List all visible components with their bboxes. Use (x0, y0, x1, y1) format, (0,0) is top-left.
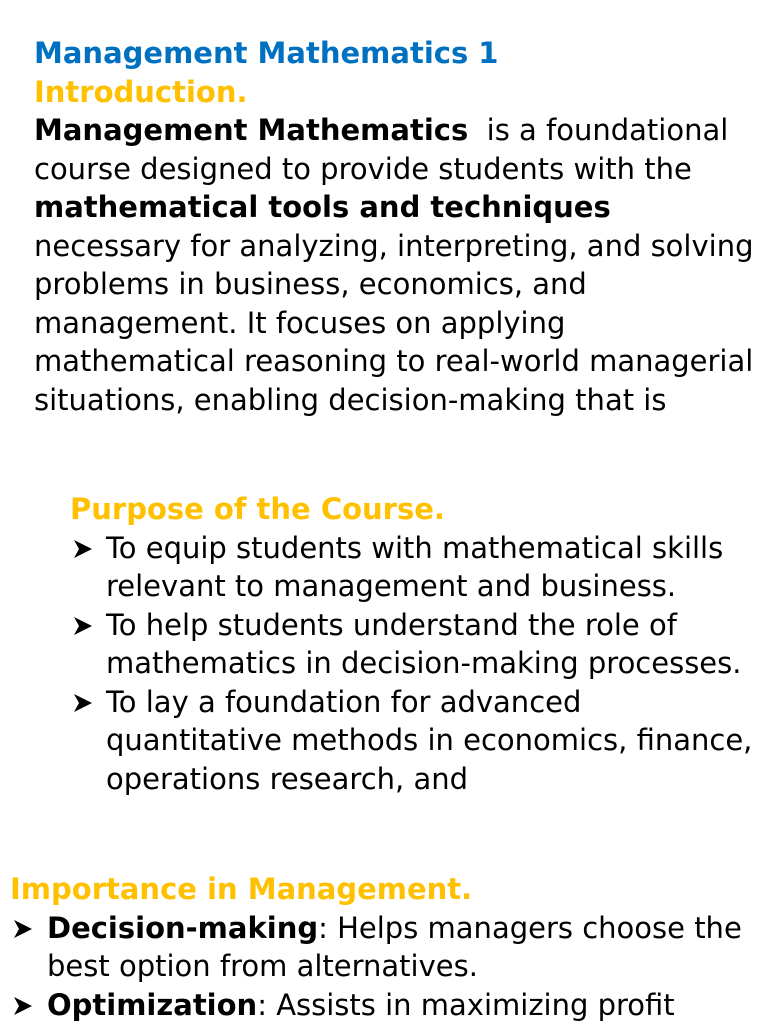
importance-text: : Helps managers choose the best option from alternatives. (47, 910, 742, 983)
introduction-heading: Introduction. (34, 74, 248, 109)
list-item (70, 606, 760, 683)
purpose-list (70, 529, 760, 799)
importance-list (10, 909, 768, 1024)
arrow-bullet-icon (72, 692, 94, 714)
purpose-section (70, 490, 760, 864)
purpose-item-text: To help students understand the role of mathematics in decision-making processes. (106, 607, 742, 680)
intro-text-1: is a foundational course designed to provide students with the (34, 113, 738, 186)
importance-term: Decision-making (47, 910, 319, 945)
introduction-section (34, 34, 754, 430)
importance-heading: Importance in Management. (10, 872, 473, 906)
document-title: Management Mathematics 1 (34, 36, 499, 70)
purpose-heading: Purpose of the Course. (70, 492, 445, 526)
importance-text: : Assists in maximizing profit (257, 987, 675, 1022)
purpose-item-text: To equip students with mathematical skills relevant to management and business. (106, 530, 724, 603)
intro-bold-phrase: mathematical tools and techniques (34, 190, 611, 224)
intro-bold-term: Management Mathematics (34, 113, 469, 147)
list-item (10, 986, 768, 1024)
list-item (10, 909, 768, 986)
list-item (70, 683, 760, 799)
importance-section (10, 870, 768, 1024)
arrow-bullet-icon (72, 615, 94, 637)
purpose-item-text: To lay a foundation for advanced quantitative methods in economics, finance, operations research, and (106, 684, 753, 796)
importance-term: Optimization (47, 987, 258, 1022)
arrow-bullet-icon (12, 918, 34, 940)
arrow-bullet-icon (72, 538, 94, 560)
arrow-bullet-icon (12, 995, 34, 1017)
list-item (70, 529, 760, 606)
intro-text-2: necessary for analyzing, interpreting, and solving problems in business, economics, and management. It focuses on applying mathematical reasoning to real-world managerial situations, enabling decision-making that is (34, 228, 754, 417)
introduction-paragraph (34, 111, 754, 419)
